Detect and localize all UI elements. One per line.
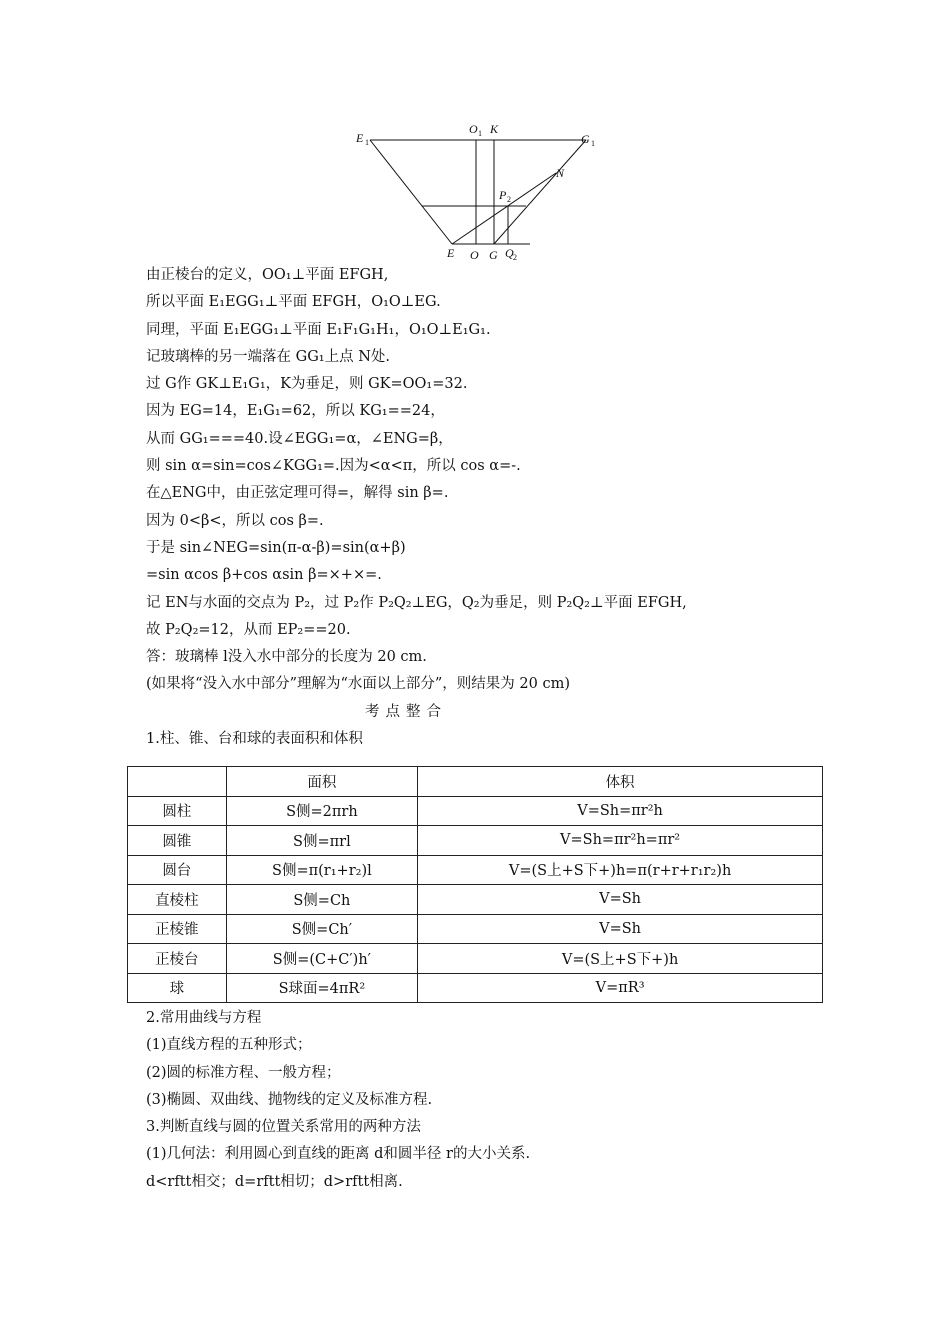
label-O1-sub: 1	[478, 129, 482, 138]
label-O: O	[470, 248, 479, 262]
area-formula-cell: S侧=2πrh	[226, 796, 418, 826]
label-Q2: Q	[505, 246, 514, 260]
solution-line: =sin αcos β+cos αsin β=×+×=.	[146, 567, 382, 584]
label-K: K	[490, 122, 499, 136]
solution-line: 于是 sin∠NEG=sin(π-α-β)=sin(α+β)	[146, 539, 406, 556]
label-E: E	[447, 246, 455, 260]
table-row	[128, 914, 823, 944]
note-line: (如果将“没入水中部分”理解为“水面以上部分”，则结果为 20 cm)	[146, 676, 571, 693]
list-item: (2)圆的标准方程、一般方程；	[146, 1064, 341, 1081]
table-row	[128, 826, 823, 856]
curves-and-equations-section	[146, 1005, 846, 1196]
solution-line: 从而 GG₁===40.设∠EGG₁=α，∠ENG=β，	[146, 430, 453, 447]
label-G1: G	[581, 132, 590, 146]
area-formula-cell: S侧=(C+C′)h′	[226, 944, 418, 974]
volume-formula-cell: V=Sh	[418, 885, 823, 915]
left-edge-E1E	[370, 140, 452, 244]
area-formula-cell: S侧=π(r₁+r₂)l	[226, 855, 418, 885]
solid-name-cell: 圆锥	[128, 826, 227, 856]
solution-line: 则 sin α=sin=cos∠KGG₁=.因为<α<π，所以 cos α=-.	[146, 458, 521, 475]
table-header-row	[128, 767, 823, 797]
solution-line: 记 EN与水面的交点为 P₂，过 P₂作 P₂Q₂⊥EG，Q₂为垂足，则 P₂Q₂⊥平面 EFGH,	[146, 594, 687, 611]
solid-name-cell: 正棱台	[128, 944, 227, 974]
solution-line: 在△ENG中，由正弦定理可得=，解得 sin β=.	[146, 485, 449, 502]
solution-text	[146, 262, 846, 753]
volume-formula-cell: V=πR³	[418, 973, 823, 1003]
list-item: d<rftt相交；d=rftt相切；d>rftt相离.	[146, 1173, 403, 1190]
table-header-cell: 面积	[226, 767, 418, 797]
solution-line: 同理，平面 E₁EGG₁⊥平面 E₁F₁G₁H₁，O₁O⊥E₁G₁.	[146, 321, 491, 338]
label-Q2-sub: 2	[513, 253, 517, 262]
volume-formula-cell: V=Sh=πr²h	[418, 796, 823, 826]
label-P2: P	[499, 188, 507, 202]
item-2-title: 2.常用曲线与方程	[146, 1010, 262, 1026]
solution-line: 记玻璃棒的另一端落在 GG₁上点 N处.	[146, 348, 390, 365]
solution-line: 因为 EG=14，E₁G₁=62，所以 KG₁==24，	[146, 403, 445, 420]
solution-line: 过 G作 GK⊥E₁G₁，K为垂足，则 GK=OO₁=32.	[146, 376, 468, 393]
area-formula-cell: S侧=Ch′	[226, 914, 418, 944]
frustum-cross-section-diagram	[340, 118, 610, 264]
solution-line: 由正棱台的定义，OO₁⊥平面 EFGH,	[146, 267, 389, 283]
volume-formula-cell: V=Sh=πr²h=πr²	[418, 826, 823, 856]
solid-name-cell: 球	[128, 973, 227, 1003]
table-row	[128, 796, 823, 826]
table-header-cell: 体积	[418, 767, 823, 797]
area-formula-cell: S球面=4πR²	[226, 973, 418, 1003]
solution-line: 故 P₂Q₂=12，从而 EP₂==20.	[146, 621, 351, 638]
table-row	[128, 885, 823, 915]
volume-formula-cell: V=(S上+S下+)h	[418, 944, 823, 974]
solid-name-cell: 圆柱	[128, 796, 227, 826]
label-E1-sub: 1	[365, 138, 369, 147]
table-row	[128, 944, 823, 974]
area-formula-cell: S侧=Ch	[226, 885, 418, 915]
label-G1-sub: 1	[591, 139, 595, 148]
item-3-title: 3.判断直线与圆的位置关系常用的两种方法	[146, 1119, 421, 1136]
label-N: N	[556, 166, 565, 180]
volume-formula-cell: V=Sh	[418, 914, 823, 944]
table-row	[128, 855, 823, 885]
answer-line: 答：玻璃棒 l没入水中部分的长度为 20 cm.	[146, 649, 427, 666]
area-formula-cell: S侧=πrl	[226, 826, 418, 856]
solid-name-cell: 直棱柱	[128, 885, 227, 915]
list-item: (1)直线方程的五种形式；	[146, 1037, 312, 1054]
section-heading: 考点整合	[365, 703, 447, 720]
table-row	[128, 973, 823, 1003]
solid-name-cell: 正棱锥	[128, 914, 227, 944]
item-1-title: 1.柱、锥、台和球的表面积和体积	[146, 731, 363, 748]
list-item: (1)几何法：利用圆心到直线的距离 d和圆半径 r的大小关系.	[146, 1146, 531, 1163]
label-E1: E	[356, 131, 364, 145]
list-item: (3)椭圆、双曲线、抛物线的定义及标准方程.	[146, 1091, 433, 1108]
solid-name-cell: 圆台	[128, 855, 227, 885]
label-P2-sub: 2	[507, 195, 511, 204]
formula-table	[127, 766, 823, 1003]
label-O1: O	[469, 122, 478, 136]
solution-line: 因为 0<β<，所以 cos β=.	[146, 512, 324, 529]
table-header-cell	[128, 767, 227, 797]
solution-line: 所以平面 E₁EGG₁⊥平面 EFGH，O₁O⊥EG.	[146, 294, 441, 311]
label-G: G	[489, 248, 498, 262]
volume-formula-cell: V=(S上+S下+)h=π(r+r+r₁r₂)h	[418, 855, 823, 885]
